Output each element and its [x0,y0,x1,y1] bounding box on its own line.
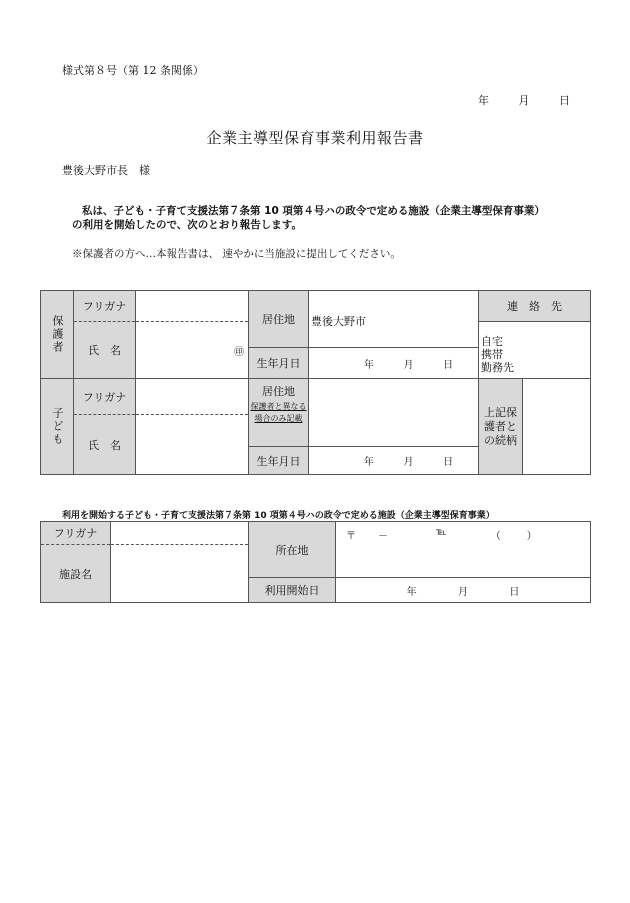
facility-heading: 利用を開始する子ども・子育て支援法第７条第 10 項第４号ハの政令で定める施設（企業主導型保育事業） [62,511,495,521]
contact-type-home: 自宅 [481,335,503,348]
child-residence-label-text: 居住地 [262,385,295,398]
facility-furigana-label: フリガナ [41,522,111,545]
guardian-furigana-field[interactable] [136,291,249,322]
child-section-label: 子ども [41,379,74,475]
start-date-month: 月 [457,586,468,598]
guardian-residence-label: 居住地 [249,291,309,348]
child-furigana-label: フリガナ [74,379,136,415]
page-title: 企業主導型保育事業利用報告書 [206,129,424,147]
contact-type-work: 勤務先 [481,361,514,374]
intro-text [72,204,572,232]
start-date-day: 日 [509,586,520,598]
facility-furigana-field[interactable] [111,522,249,545]
report-date [478,92,570,108]
child-birth-year: 年 [363,457,374,468]
guardian-birth-label: 生年月日 [249,348,309,379]
guardian-residence-field[interactable] [309,291,479,348]
child-birth-month: 月 [403,457,414,468]
contact-type-mobile: 携帯 [481,348,503,361]
facility-address-label: 所在地 [249,522,336,578]
child-birth-label: 生年月日 [249,447,309,475]
start-date-label: 利用開始日 [249,578,336,603]
relation-label: 上記保護者との続柄 [479,379,523,475]
guardian-furigana-label: フリガナ [74,291,136,322]
postal-dash: － [378,531,388,542]
report-date-day: 日 [559,94,570,107]
intro-line-2: の利用を開始したので、次のとおり報告します。 [72,219,302,231]
report-date-year: 年 [478,94,489,107]
postal-mark: 〒 [346,531,356,542]
tel-mark: ℡ [436,527,447,538]
guardian-child-table [40,290,591,475]
seal-mark: ㊞ [234,346,244,358]
facility-table [40,521,591,603]
child-residence-label [249,379,309,447]
intro-line-1: 私は、子ども・子育て支援法第７条第 10 項第４号ハの政令で定める施設（企業主導型保育事業） [82,205,545,217]
guardian-birth-month: 月 [403,359,414,371]
contact-header: 連 絡 先 [479,291,591,322]
tel-paren-close: ） [526,531,537,542]
tel-paren-open: （ [490,531,501,542]
facility-name-label: 施設名 [41,545,111,603]
child-furigana-field[interactable] [136,379,249,415]
notice-text: ※保護者の方へ…本報告書は、 速やかに当施設に提出してください。 [72,248,401,260]
start-date-field[interactable] [336,578,591,603]
guardian-birth-day: 日 [443,359,454,371]
facility-name-field[interactable] [111,545,249,603]
child-residence-note: 保護者と異なる場合のみ記載 [250,402,307,423]
guardian-name-label: 氏 名 [74,322,136,379]
guardian-birth-year: 年 [363,359,374,371]
child-residence-field[interactable] [309,379,479,447]
child-birth-field[interactable] [309,447,479,475]
form-number: 様式第８号（第 12 条関係） [62,64,204,77]
child-name-field[interactable] [136,415,249,475]
guardian-residence-value: 豊後大野市 [311,315,366,328]
facility-address-field[interactable] [336,522,591,578]
relation-field[interactable] [523,379,591,475]
report-date-month: 月 [518,94,530,107]
addressee: 豊後大野市長 様 [62,164,150,177]
guardian-section-label: 保護者 [41,291,74,379]
guardian-name-field[interactable] [136,322,249,379]
start-date-year: 年 [406,586,417,598]
contact-field[interactable] [479,322,591,379]
child-name-label: 氏 名 [74,415,136,475]
guardian-birth-field[interactable] [309,348,479,379]
child-birth-day: 日 [443,457,454,468]
